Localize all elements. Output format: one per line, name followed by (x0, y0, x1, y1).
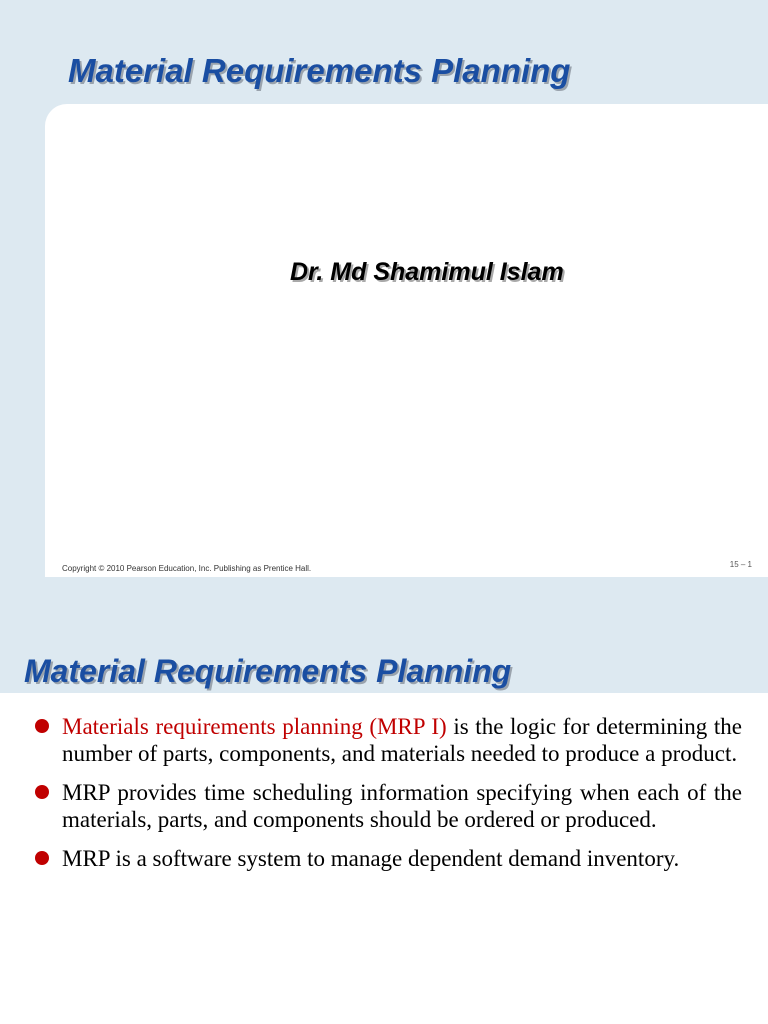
bullet-highlight: Materials requirements planning (MRP I) (62, 714, 447, 739)
bullet-item (32, 845, 742, 872)
slide-1-title: Material Requirements Planning (68, 52, 571, 89)
slide-number: 15 – 1 (729, 560, 752, 569)
author-name: Dr. Md Shamimul Islam (290, 258, 564, 286)
bullet-text: MRP is a software system to manage dependent demand inventory. (62, 846, 680, 871)
slide-2 (0, 629, 768, 1024)
slide-1-content-panel (45, 104, 768, 577)
bullet-text: is the logic for determining the number of parts, components, and materials needed to produce a product. (62, 714, 743, 766)
bullet-dot-icon (35, 785, 49, 799)
slide-2-title: Material Requirements Planning (24, 653, 512, 689)
bullet-dot-icon (35, 851, 49, 865)
bullet-list (32, 713, 742, 884)
bullet-dot-icon (35, 719, 49, 733)
slide-separator (0, 577, 768, 629)
copyright-notice: Copyright © 2010 Pearson Education, Inc. Publishing as Prentice Hall. (62, 564, 312, 573)
bullet-item (32, 713, 742, 767)
bullet-item (32, 779, 742, 833)
bullet-text: MRP provides time scheduling information specifying when each of the materials, parts, and components should be ordered or produced. (62, 780, 742, 832)
